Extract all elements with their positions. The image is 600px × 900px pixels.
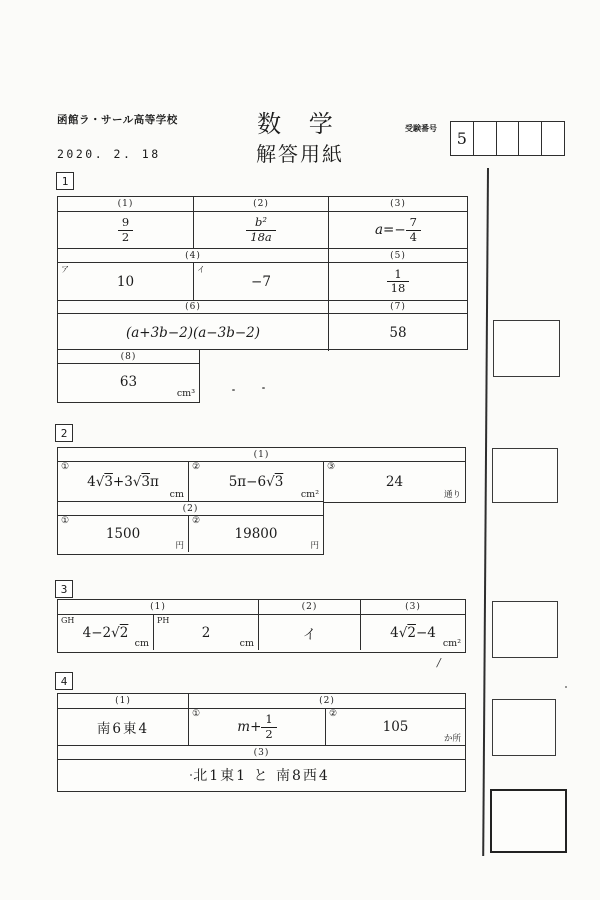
- section-2-table-part2: [57, 501, 324, 555]
- answer-value: 63: [119, 374, 138, 390]
- s3-answer-ph: [154, 615, 259, 650]
- answer-value: 4√3+3√3π: [87, 473, 159, 490]
- fraction-numerator: 1: [265, 712, 273, 727]
- answer-value: 1500: [105, 526, 141, 542]
- answer-value: 4−2√2: [82, 624, 129, 641]
- fraction-denominator: 2: [118, 230, 133, 244]
- cell-corner-label: ア: [61, 265, 69, 274]
- unit-label: cm³: [176, 388, 195, 399]
- header-cell: (7): [390, 302, 406, 312]
- s2-answer-3: [324, 462, 465, 501]
- header-cell: (6): [58, 301, 329, 313]
- table-row: [58, 212, 467, 249]
- s1-answer-3: [329, 212, 467, 248]
- examinee-number-label: 受験番号: [405, 124, 437, 133]
- s1-answer-7: 58: [389, 324, 407, 341]
- s2-answer-4: [58, 516, 189, 552]
- answer-value: −7: [251, 273, 271, 290]
- s2-answer-5: [189, 516, 323, 552]
- header-cell: (2): [182, 503, 199, 514]
- table-row: [58, 462, 465, 501]
- fraction-denominator: 18: [387, 281, 410, 295]
- circled-number: ①: [61, 516, 70, 526]
- s4-answer-3: 北1東1 と 南8西4: [193, 768, 330, 784]
- fraction-denominator: 2: [261, 727, 276, 741]
- scan-speck: [190, 774, 192, 776]
- table-row: [58, 709, 465, 746]
- header-cell: (5): [390, 250, 406, 261]
- table-row: [58, 600, 465, 615]
- header-cell: (4): [58, 249, 329, 262]
- score-box-4: [492, 699, 556, 756]
- header-cell: (2): [194, 197, 329, 211]
- fraction-numerator: b²: [255, 215, 267, 230]
- header-cell: (1): [58, 600, 259, 614]
- table-row: [58, 760, 465, 790]
- unit-label: cm²: [442, 638, 461, 649]
- score-box-2: [492, 448, 558, 503]
- answer-value: 2: [201, 624, 211, 641]
- fraction-numerator: 9: [121, 215, 130, 230]
- section-2-table: [57, 447, 466, 503]
- s4-answer-2a: [189, 709, 326, 745]
- grading-column-divider: [482, 168, 488, 856]
- s1-answer-4a: [58, 263, 194, 300]
- fraction-denominator: 4: [406, 230, 421, 244]
- scan-speck: [565, 686, 567, 688]
- examinee-digit-cell: [497, 122, 520, 155]
- header-cell: (3): [253, 747, 270, 758]
- table-row: [58, 197, 467, 212]
- unit-label: cm: [169, 489, 184, 500]
- scan-speck: [262, 387, 265, 389]
- s1-answer-2: [194, 212, 329, 248]
- table-row: [58, 263, 467, 301]
- answer-value: 4√2−4: [390, 624, 436, 641]
- table-row: [58, 502, 323, 516]
- subject-title: 数 学: [257, 110, 343, 138]
- header-cell: (2): [259, 600, 361, 614]
- section-3-table: [57, 599, 466, 653]
- s3-answer-3: [361, 615, 465, 650]
- examinee-number-box: [450, 121, 565, 156]
- examinee-digit-cell: 5: [451, 122, 474, 155]
- s2-answer-2: [189, 462, 324, 501]
- examinee-digit-cell: [542, 122, 564, 155]
- circled-number: ①: [61, 462, 70, 472]
- fraction-denominator: 18a: [246, 230, 276, 244]
- s1-answer-8: [58, 364, 199, 400]
- header-cell: (1): [58, 197, 194, 211]
- table-row: [58, 746, 465, 760]
- examinee-digit-cell: [519, 122, 542, 155]
- header-cell: (8): [120, 351, 137, 362]
- unit-label: 通り: [443, 490, 461, 500]
- table-row: [58, 694, 465, 709]
- header-cell: (3): [390, 199, 406, 209]
- s1-answer-4b: [194, 263, 329, 300]
- cell-corner-label: PH: [157, 616, 170, 625]
- s1-answer-6: (a+3b−2)(a−3b−2): [58, 314, 329, 351]
- score-box-5: [490, 789, 567, 853]
- exam-date: 2020. 2. 18: [57, 147, 161, 161]
- header-cell: (1): [253, 449, 270, 460]
- table-row: [58, 448, 465, 462]
- section-1-label: 1: [56, 172, 74, 190]
- cell-corner-label: GH: [61, 616, 75, 625]
- answer-value: 24: [385, 473, 404, 490]
- table-row: [58, 314, 467, 351]
- unit-label: か所: [443, 734, 461, 744]
- examinee-digit-cell: [474, 122, 497, 155]
- circled-number: ②: [192, 462, 201, 472]
- circled-number: ②: [329, 709, 338, 719]
- section-1-table: [57, 196, 468, 350]
- section-1-table-part8: [57, 349, 200, 403]
- answer-value: 105: [382, 719, 409, 735]
- unit-label: cm: [239, 638, 254, 649]
- s2-answer-1: [58, 462, 189, 501]
- expression-prefix: m+: [237, 719, 262, 735]
- circled-number: ③: [327, 462, 336, 472]
- school-name: 函館ラ・サール高等学校: [57, 114, 178, 126]
- fraction-numerator: 1: [394, 266, 402, 281]
- section-2-label: 2: [55, 424, 73, 442]
- table-row: [58, 350, 199, 364]
- table-row: [58, 615, 465, 650]
- section-4-label: 4: [55, 672, 73, 690]
- unit-label: 円: [310, 541, 319, 551]
- answer-value: 5π−6√3: [228, 473, 284, 490]
- unit-label: cm: [134, 638, 149, 649]
- table-row: [58, 364, 199, 400]
- scan-artifact: /: [437, 656, 441, 669]
- cell-corner-label: イ: [197, 265, 205, 274]
- table-row: [58, 516, 323, 552]
- s4-answer-1: 南6東4: [58, 709, 189, 745]
- s3-answer-gh: [58, 615, 154, 650]
- s1-answer-1: [58, 212, 194, 248]
- s3-answer-2: イ: [259, 615, 361, 650]
- answer-value: 10: [116, 273, 135, 290]
- score-box-1: [493, 320, 560, 377]
- scan-speck: [232, 389, 235, 391]
- s4-answer-2b: [326, 709, 465, 745]
- table-row: [58, 249, 467, 263]
- s1-answer-5: [329, 263, 467, 300]
- sheet-title: 解答用紙: [256, 142, 344, 166]
- section-3-label: 3: [55, 580, 73, 598]
- table-row: [58, 301, 467, 314]
- score-box-3: [492, 601, 558, 658]
- circled-number: ①: [192, 709, 201, 719]
- fraction-numerator: 7: [409, 215, 417, 230]
- header-cell: (1): [58, 694, 189, 708]
- section-4-table: [57, 693, 466, 792]
- header-cell: (2): [319, 696, 335, 706]
- header-cell: (3): [405, 602, 421, 612]
- expression-prefix: a=−: [375, 222, 406, 238]
- unit-label: 円: [175, 541, 184, 551]
- circled-number: ②: [192, 516, 201, 526]
- unit-label: cm²: [300, 489, 319, 500]
- answer-value: 19800: [234, 526, 278, 542]
